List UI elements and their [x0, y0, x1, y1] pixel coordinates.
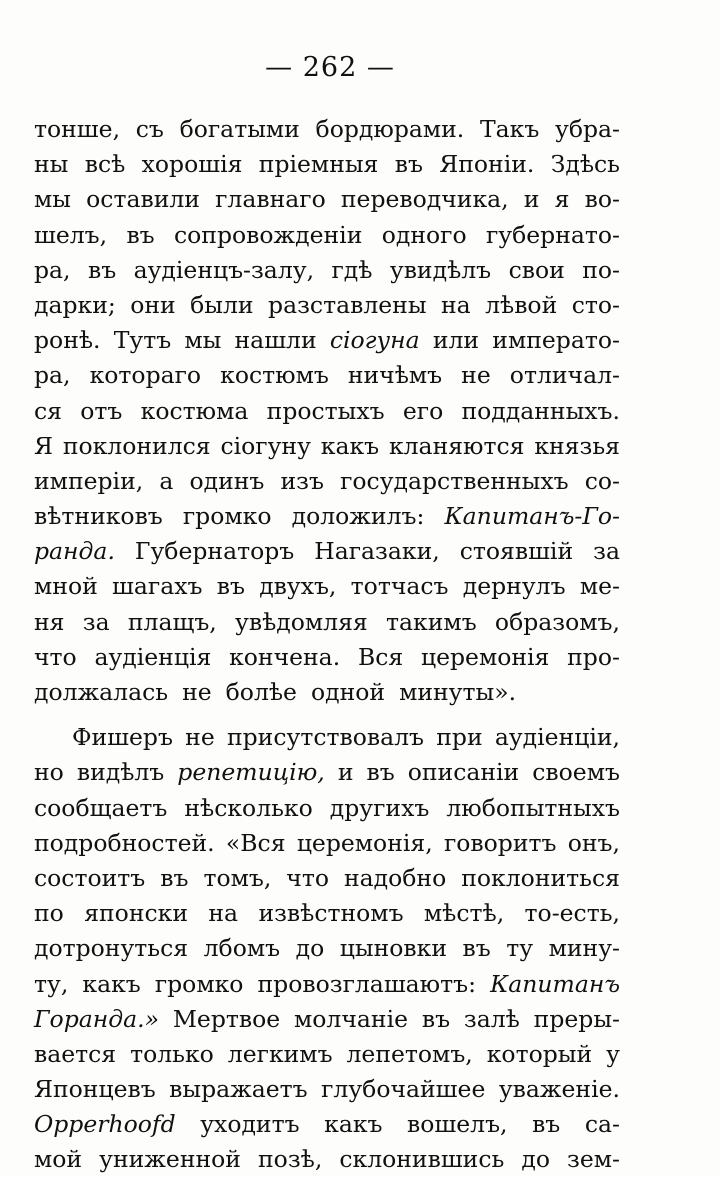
word: котораго — [89, 361, 202, 390]
word: были — [190, 290, 254, 319]
word: вѣтниковъ — [34, 502, 163, 531]
word: церемонія, — [296, 828, 433, 857]
word: со- — [584, 466, 620, 495]
page-body-text — [34, 112, 620, 1178]
word: въ — [421, 1004, 451, 1033]
text-line — [34, 826, 620, 861]
text-line — [34, 112, 620, 147]
word: аудіенціи, — [494, 723, 620, 752]
word: увидѣлъ — [389, 255, 492, 284]
word: за — [82, 607, 110, 636]
word: или — [432, 326, 480, 355]
word: подданныхъ. — [461, 396, 620, 425]
word: Губернаторъ — [134, 537, 295, 566]
word: легкимъ — [227, 1039, 333, 1068]
word: губернато- — [485, 220, 620, 249]
word: видѣлъ — [76, 758, 165, 787]
word: другихъ — [329, 793, 430, 822]
word: склонившись — [339, 1145, 505, 1174]
word: доложилъ: — [291, 502, 425, 531]
word: изъ — [280, 466, 324, 495]
word: на — [208, 899, 239, 928]
word: какъ — [324, 1110, 383, 1139]
word: только — [130, 1039, 214, 1068]
word: одного — [381, 220, 467, 249]
word: я — [554, 185, 570, 214]
word: громко — [154, 969, 244, 998]
word: нашли — [234, 326, 317, 355]
word: имперіи, — [34, 466, 144, 495]
word: дарки; — [34, 290, 116, 319]
italic-word: Горанда.» — [34, 1004, 159, 1033]
text-line — [34, 429, 620, 464]
word: надобно — [343, 863, 447, 892]
word: въ — [87, 255, 117, 284]
text-line — [34, 791, 620, 826]
word: одинъ — [189, 466, 265, 495]
word: поклониться — [461, 863, 620, 892]
text-line — [34, 569, 620, 604]
text-line — [34, 861, 620, 896]
word: присутствовалъ — [226, 723, 424, 752]
text-line — [34, 253, 620, 288]
word: какъ — [82, 969, 141, 998]
word: отличал- — [509, 361, 620, 390]
italic-word: Opperhoofd — [34, 1110, 176, 1139]
word: ня — [34, 607, 65, 636]
word: вается — [34, 1039, 117, 1068]
word: зем- — [567, 1145, 620, 1174]
word: оставили — [86, 185, 200, 214]
word: такимъ — [386, 607, 477, 636]
word: уходитъ — [200, 1110, 300, 1139]
word: мы — [184, 326, 222, 355]
word: и — [337, 758, 354, 787]
word: князья — [534, 431, 620, 460]
word: что — [286, 863, 329, 892]
word: костюмъ — [220, 361, 329, 390]
word: униженной — [99, 1145, 241, 1174]
word: но — [34, 758, 64, 787]
text-line — [34, 464, 620, 499]
text-line — [34, 147, 620, 182]
text-line — [34, 675, 620, 710]
word: въ — [366, 758, 395, 787]
word: на — [440, 290, 471, 319]
word: Мертвое — [172, 1004, 281, 1033]
word: ра, — [34, 255, 71, 284]
word: императо- — [492, 326, 620, 355]
word: въ — [462, 934, 491, 963]
word: то-есть, — [524, 899, 620, 928]
word: состоитъ — [34, 863, 146, 892]
word: отъ — [80, 396, 123, 425]
word: за — [593, 537, 620, 566]
word: простыхъ — [266, 396, 385, 425]
word: Такъ — [479, 115, 540, 143]
italic-word: Капитанъ — [490, 969, 620, 998]
word: кончена. — [229, 642, 341, 671]
word: лбомъ — [203, 934, 281, 963]
word: Вся — [357, 642, 404, 671]
word: позѣ, — [258, 1145, 323, 1174]
word: всѣ — [84, 150, 126, 179]
italic-word: Капитанъ-Го- — [444, 502, 620, 531]
word: Тутъ — [113, 326, 172, 355]
word: одной — [310, 678, 386, 706]
page-number: — 262 — — [265, 52, 395, 83]
word: Японіи. — [439, 150, 535, 179]
word: подробностей. — [34, 828, 215, 857]
word: томъ, — [203, 863, 272, 892]
word: любопытныхъ — [446, 793, 620, 822]
italic-word: сіогуна — [329, 326, 420, 355]
word: костюма — [140, 396, 249, 425]
word: тонше, — [34, 115, 121, 143]
word: онъ, — [567, 828, 620, 857]
word: преры- — [533, 1004, 620, 1033]
word: съ — [135, 115, 164, 143]
text-line — [34, 1142, 620, 1177]
word: мы — [34, 185, 71, 214]
word: при — [436, 723, 483, 752]
word: по- — [582, 255, 620, 284]
word: въ — [394, 150, 423, 179]
word: ту, — [34, 969, 69, 998]
word: по — [34, 899, 64, 928]
word: мину- — [548, 934, 620, 963]
word: какъ — [320, 431, 380, 460]
text-line — [34, 1002, 620, 1037]
text-line — [34, 323, 620, 358]
word: Фишеръ — [72, 723, 173, 752]
word: выражаетъ — [169, 1075, 308, 1104]
word: ту — [506, 934, 534, 963]
word: до — [521, 1145, 550, 1174]
text-line — [34, 499, 620, 534]
word: пріемныя — [258, 150, 379, 179]
word: который — [486, 1039, 593, 1068]
word: въ — [126, 220, 155, 249]
word: японски — [84, 899, 188, 928]
text-line — [34, 218, 620, 253]
word: извѣстномъ — [258, 899, 404, 928]
word: провозглашаютъ: — [257, 969, 477, 998]
word: должалась — [34, 678, 169, 706]
word: шагахъ — [112, 572, 203, 601]
word: ничѣмъ — [347, 361, 443, 390]
word: Японцевъ — [34, 1075, 156, 1104]
text-line — [34, 358, 620, 393]
word: сопровожденіи — [173, 220, 363, 249]
word: са- — [584, 1110, 620, 1139]
word: ме- — [579, 572, 620, 601]
word: гдѣ — [331, 255, 373, 284]
word: не — [182, 678, 212, 706]
word: богатыми — [179, 115, 300, 143]
word: во- — [584, 185, 620, 214]
word: лѣвой — [485, 290, 558, 319]
text-line — [34, 755, 620, 790]
italic-word: репетицію, — [177, 758, 325, 787]
text-line — [34, 1037, 620, 1072]
word: минуты». — [399, 678, 517, 706]
word: государственныхъ — [340, 466, 569, 495]
word: въ — [216, 572, 245, 601]
word: мной — [34, 572, 98, 601]
word: увѣдомляя — [235, 607, 368, 636]
text-line — [34, 394, 620, 429]
word: стоявшій — [459, 537, 574, 566]
word: дотронуться — [34, 934, 189, 963]
word: мѣстѣ, — [423, 899, 505, 928]
word: ны — [34, 150, 69, 179]
word: а — [159, 466, 174, 495]
word: аудіенцъ-залу, — [133, 255, 315, 284]
word: его — [402, 396, 444, 425]
word: болѣе — [225, 678, 297, 706]
word: не — [185, 723, 215, 752]
word: тотчасъ — [350, 572, 449, 601]
word: до — [295, 934, 325, 963]
word: въ — [160, 863, 189, 892]
word: Нагазаки, — [314, 537, 440, 566]
word: главнаго — [215, 185, 326, 214]
word: говоритъ — [443, 828, 557, 857]
text-line — [34, 182, 620, 217]
word: бордюрами. — [315, 115, 465, 143]
word: въ — [532, 1110, 561, 1139]
italic-word: ранда. — [34, 537, 115, 566]
word: образомъ, — [494, 607, 620, 636]
text-line — [34, 1107, 620, 1142]
word: кланяются — [388, 431, 525, 460]
word: сообщаетъ — [34, 793, 168, 822]
word: про- — [567, 642, 620, 671]
word: уваженіе. — [498, 1075, 620, 1104]
word: сто- — [571, 290, 620, 319]
word: разставлены — [268, 290, 427, 319]
text-line — [34, 720, 620, 755]
text-line — [34, 896, 620, 931]
word: нѣсколько — [184, 793, 313, 822]
word: описаніи — [407, 758, 520, 787]
text-line — [34, 288, 620, 323]
word: ронѣ. — [34, 326, 101, 355]
word: хорошія — [141, 150, 243, 179]
text-line — [34, 967, 620, 1002]
text-line — [34, 1072, 620, 1107]
word: убра- — [555, 115, 620, 143]
word: дернулъ — [462, 572, 566, 601]
word: вошелъ, — [407, 1110, 508, 1139]
word: молчаніе — [294, 1004, 408, 1033]
word: свои — [508, 255, 565, 284]
word: мой — [34, 1145, 83, 1174]
word: двухъ, — [259, 572, 337, 601]
word: ся — [34, 396, 62, 425]
word: поклонился — [62, 431, 211, 460]
word: «Вся — [225, 828, 286, 857]
word: не — [461, 361, 491, 390]
text-line — [34, 605, 620, 640]
word: залѣ — [463, 1004, 520, 1033]
text-line — [34, 931, 620, 966]
word: аудіенція — [94, 642, 212, 671]
word: переводчика, — [340, 185, 509, 214]
word: Здѣсь — [550, 150, 620, 179]
word: и — [523, 185, 540, 214]
word: громко — [182, 502, 272, 531]
word: ра, — [34, 361, 71, 390]
word: плащъ, — [127, 607, 217, 636]
word: они — [130, 290, 176, 319]
text-line — [34, 640, 620, 675]
word: что — [34, 642, 77, 671]
word: церемонія — [420, 642, 550, 671]
word: лепетомъ, — [346, 1039, 473, 1068]
word: глубочайшее — [321, 1075, 486, 1104]
word: своемъ — [532, 758, 620, 787]
word: цыновки — [339, 934, 447, 963]
text-line — [34, 534, 620, 569]
word: Я — [34, 431, 53, 460]
word: шелъ, — [34, 220, 108, 249]
word: у — [606, 1039, 620, 1068]
word: сіогуну — [220, 431, 311, 460]
